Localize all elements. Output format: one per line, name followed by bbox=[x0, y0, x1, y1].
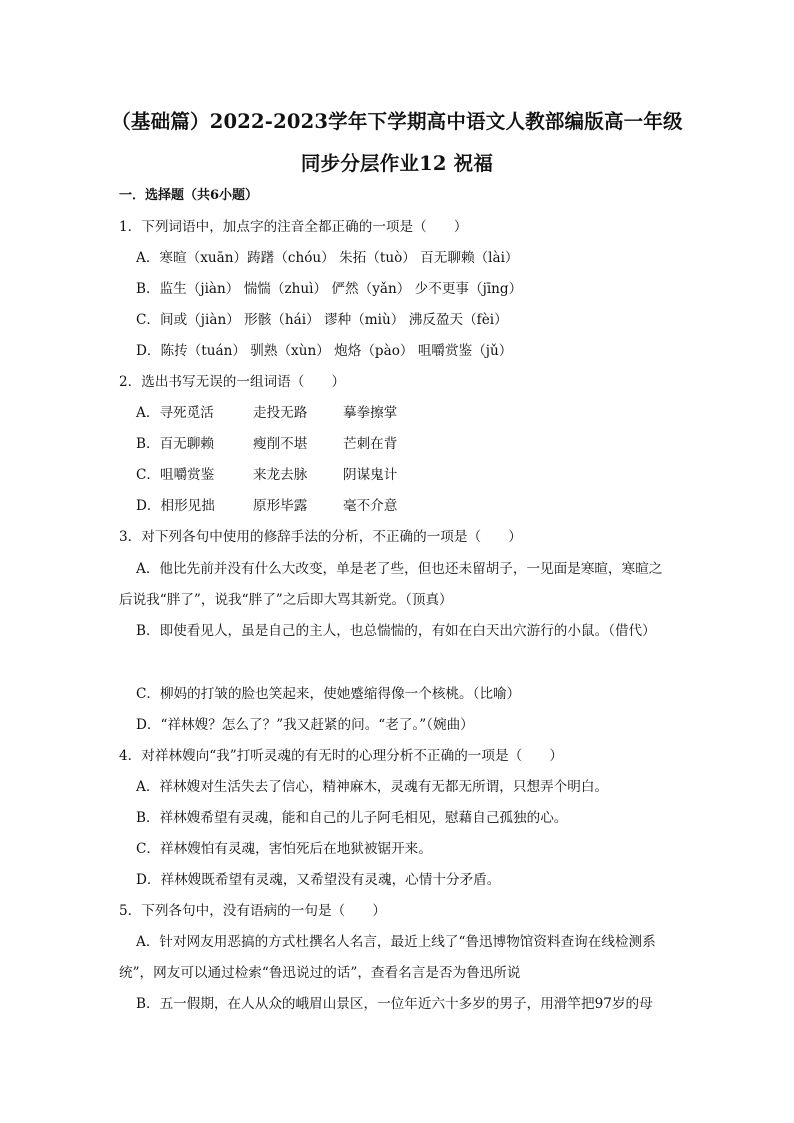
question-3-option-c: C．柳妈的打皱的脸也笑起来，使她蹙缩得像一个核桃。（比喻） bbox=[136, 686, 521, 702]
question-2-option-b bbox=[136, 435, 436, 453]
question-4-option-c: C．祥林嫂怕有灵魂，害怕死后在地狱被锯开来。 bbox=[136, 841, 432, 857]
question-4-option-d: D．祥林嫂既希望有灵魂，又希望没有灵魂，心情十分矛盾。 bbox=[136, 872, 501, 888]
option-word: 毫不介意 bbox=[343, 498, 398, 514]
question-2-option-a bbox=[136, 404, 436, 422]
question-4-stem: 4．对祥林嫂向“我”打听灵魂的有无时的心理分析不正确的一项是（ ） bbox=[119, 748, 563, 764]
question-1-option-c: C．间或（jiàn） 形骸（hái） 谬种（miù） 沸反盈天（fèi） bbox=[136, 312, 508, 328]
option-word: A．寻死觅活 bbox=[136, 405, 214, 421]
question-1-option-a: A．寒暄（xuān）踌躇（chóu） 朱拓（tuò） 百无聊赖（lài） bbox=[136, 250, 519, 266]
question-5-option-a-line-1: A．针对网友用恶搞的方式杜撰名人名言，最近上线了“鲁迅博物馆资料查询在线检测系 bbox=[136, 934, 656, 950]
question-5-stem: 5．下列各句中，没有语病的一句是（ ） bbox=[119, 903, 386, 919]
question-3-stem: 3．对下列各句中使用的修辞手法的分析，不正确的一项是（ ） bbox=[119, 529, 522, 545]
document-title-line-2: 同步分层作业12 祝福 bbox=[300, 152, 494, 175]
question-5-option-b-line-1: B．五一假期，在人从众的峨眉山景区，一位年近六十多岁的男子，用滑竿把97岁的母 bbox=[136, 996, 653, 1012]
question-4-option-b: B．祥林嫂希望有灵魂，能和自己的儿子阿毛相见，慰藉自己孤独的心。 bbox=[136, 810, 568, 826]
option-word: 来龙去脉 bbox=[253, 467, 308, 483]
question-3-option-d: D．“祥林嫂？怎么了？”我又赶紧的问。“老了。”（婉曲） bbox=[136, 717, 474, 733]
option-word: 瘦削不堪 bbox=[253, 436, 308, 452]
option-word: 阴谋鬼计 bbox=[343, 467, 398, 483]
question-1-option-d: D．陈抟（tuán） 驯熟（xùn） 炮烙（pào） 咀嚼赏鉴（jǔ） bbox=[136, 343, 513, 359]
question-3-option-a-line-1: A．他比先前并没有什么大改变，单是老了些，但也还未留胡子，一见面是寒暄，寒暄之 bbox=[136, 561, 663, 577]
option-word: D．相形见拙 bbox=[136, 498, 215, 514]
question-4-option-a: A．祥林嫂对生活失去了信心，精神麻木，灵魂有无都无所谓，只想弄个明白。 bbox=[136, 779, 609, 795]
document-title-line-1: （基础篇）2022-2023学年下学期高中语文人教部编版高一年级 bbox=[111, 110, 683, 133]
question-5-option-a-line-2: 统”，网友可以通过检索“鲁迅说过的话”，查看名言是否为鲁迅所说 bbox=[119, 965, 521, 981]
option-word: B．百无聊赖 bbox=[136, 436, 214, 452]
option-word: 摹拳擦掌 bbox=[343, 405, 398, 421]
section-heading: 一．选择题（共6小题） bbox=[119, 188, 259, 203]
option-word: 走投无路 bbox=[253, 405, 308, 421]
option-word: C．咀嚼赏鉴 bbox=[136, 467, 215, 483]
question-1-option-b: B．监生（jiàn） 惴惴（zhuì） 俨然（yǎn） 少不更事（jīng） bbox=[136, 281, 523, 297]
question-2-stem: 2．选出书写无误的一组词语（ ） bbox=[119, 374, 346, 390]
question-3-option-a-line-2: 后说我“胖了”，说我“胖了”之后即大骂其新党。（顶真） bbox=[119, 592, 453, 608]
option-word: 芒刺在背 bbox=[343, 436, 398, 452]
question-2-option-d bbox=[136, 497, 436, 515]
question-1-stem: 1．下列词语中，加点字的注音全都正确的一项是（ ） bbox=[119, 219, 468, 235]
question-3-option-b: B．即使看见人，虽是自己的主人，也总惴惴的，有如在白天出穴游行的小鼠。（借代） bbox=[136, 623, 656, 639]
option-word: 原形毕露 bbox=[253, 498, 308, 514]
question-2-option-c bbox=[136, 466, 436, 484]
